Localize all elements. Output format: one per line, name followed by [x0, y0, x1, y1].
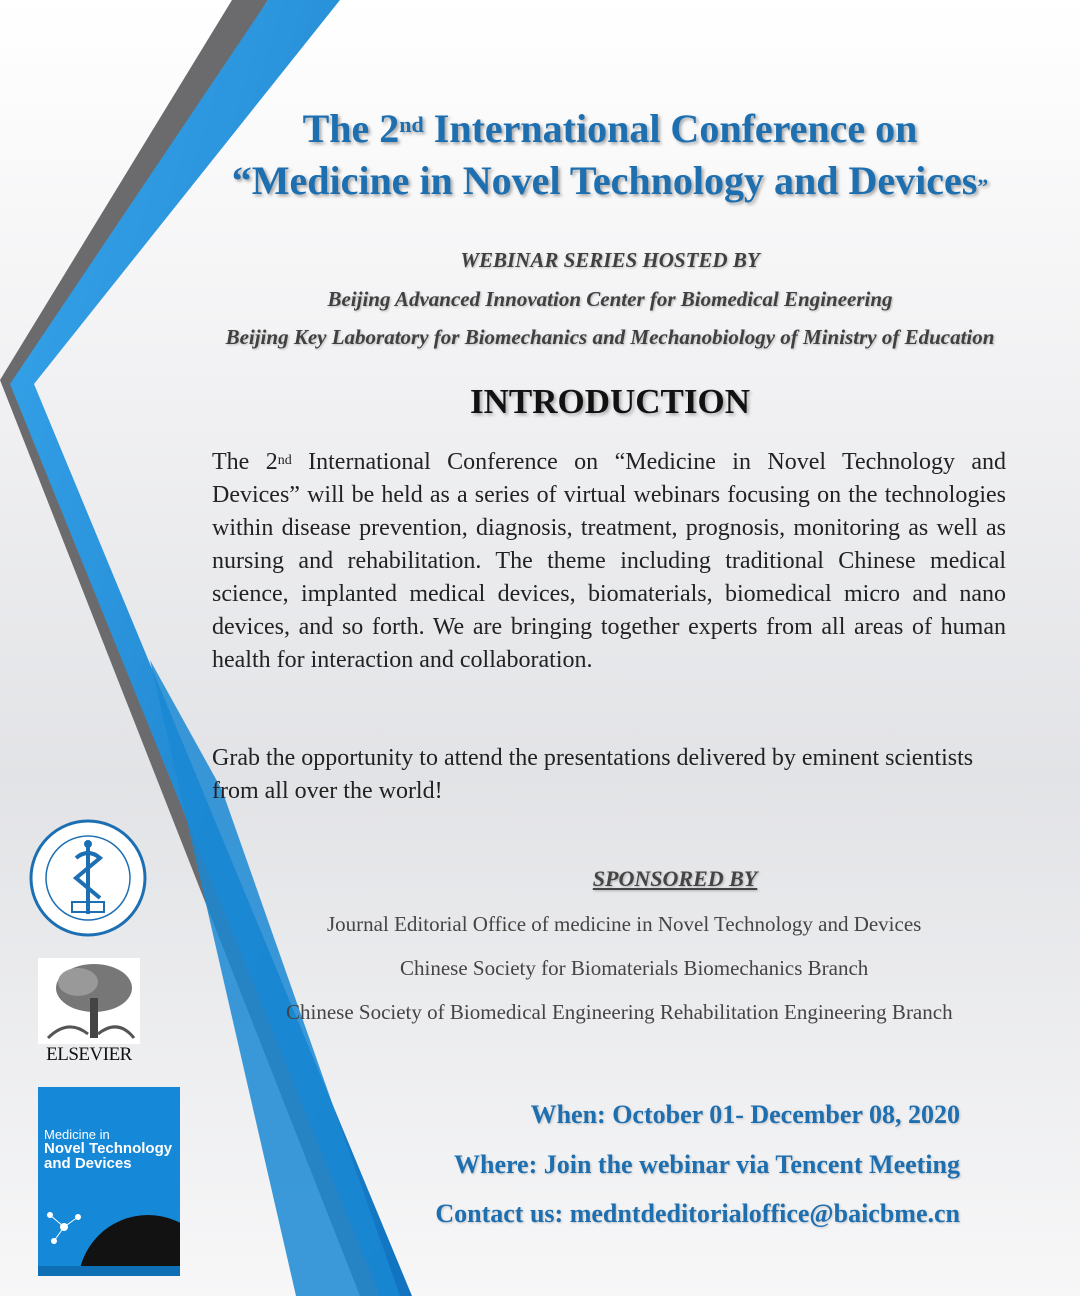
sponsored-heading: SPONSORED BY: [592, 866, 758, 891]
institute-seal-logo: [28, 818, 148, 938]
elsevier-wordmark: ELSEVIER: [46, 1044, 132, 1065]
tree-emblem-icon: [38, 958, 140, 1044]
event-dates: When: October 01- December 08, 2020: [530, 1100, 960, 1129]
introduction-heading: INTRODUCTION: [469, 382, 751, 421]
conference-title-line1: The 2nd International Conference on: [302, 106, 918, 151]
conference-title-line2: “Medicine in Novel Technology and Devices”: [231, 158, 989, 203]
host-line-1: Beijing Advanced Innovation Center for Biomedical Engineering: [327, 287, 893, 311]
journal-title-line1: Medicine in: [44, 1127, 110, 1142]
sponsor-item: Journal Editorial Office of medicine in Novel Technology and Devices: [327, 912, 922, 936]
contact-email: Contact us: medntdeditorialoffice@baicbme.cn: [435, 1199, 960, 1228]
molecule-icon: [44, 1207, 84, 1247]
hosted-heading: WEBINAR SERIES HOSTED BY: [460, 248, 760, 272]
event-location: Where: Join the webinar via Tencent Meeting: [453, 1150, 960, 1179]
cover-footer-bar: [38, 1266, 180, 1276]
sponsor-item: Chinese Society of Biomedical Engineering Rehabilitation Engineering Branch: [286, 1000, 953, 1024]
sponsor-item: Chinese Society for Biomaterials Biomechanics Branch: [400, 956, 869, 980]
elsevier-logo: [38, 958, 140, 1070]
journal-title-line2: Novel Technology and Devices: [44, 1140, 173, 1172]
journal-cover: [38, 1087, 180, 1276]
host-line-2: Beijing Key Laboratory for Biomechanics and Mechanobiology of Ministry of Education: [225, 325, 995, 349]
invitation-paragraph: Grab the opportunity to attend the presentations delivered by eminent scientists from all over the world!: [212, 745, 974, 804]
introduction-paragraph: The 2nd International Conference on “Medicine in Novel Technology and Devices” will be held as a series of virtual webinars focusing on the technologies within disease prevention, diagnosis, treatment, prognosis, monitoring as well as nursing and rehabilitation. The theme including traditional Chinese medical science, implanted medical devices, biomaterials, biomedical micro and nano devices, and so forth. We are bringing together experts from all areas of human health for interaction and collaboration.: [212, 449, 1007, 673]
